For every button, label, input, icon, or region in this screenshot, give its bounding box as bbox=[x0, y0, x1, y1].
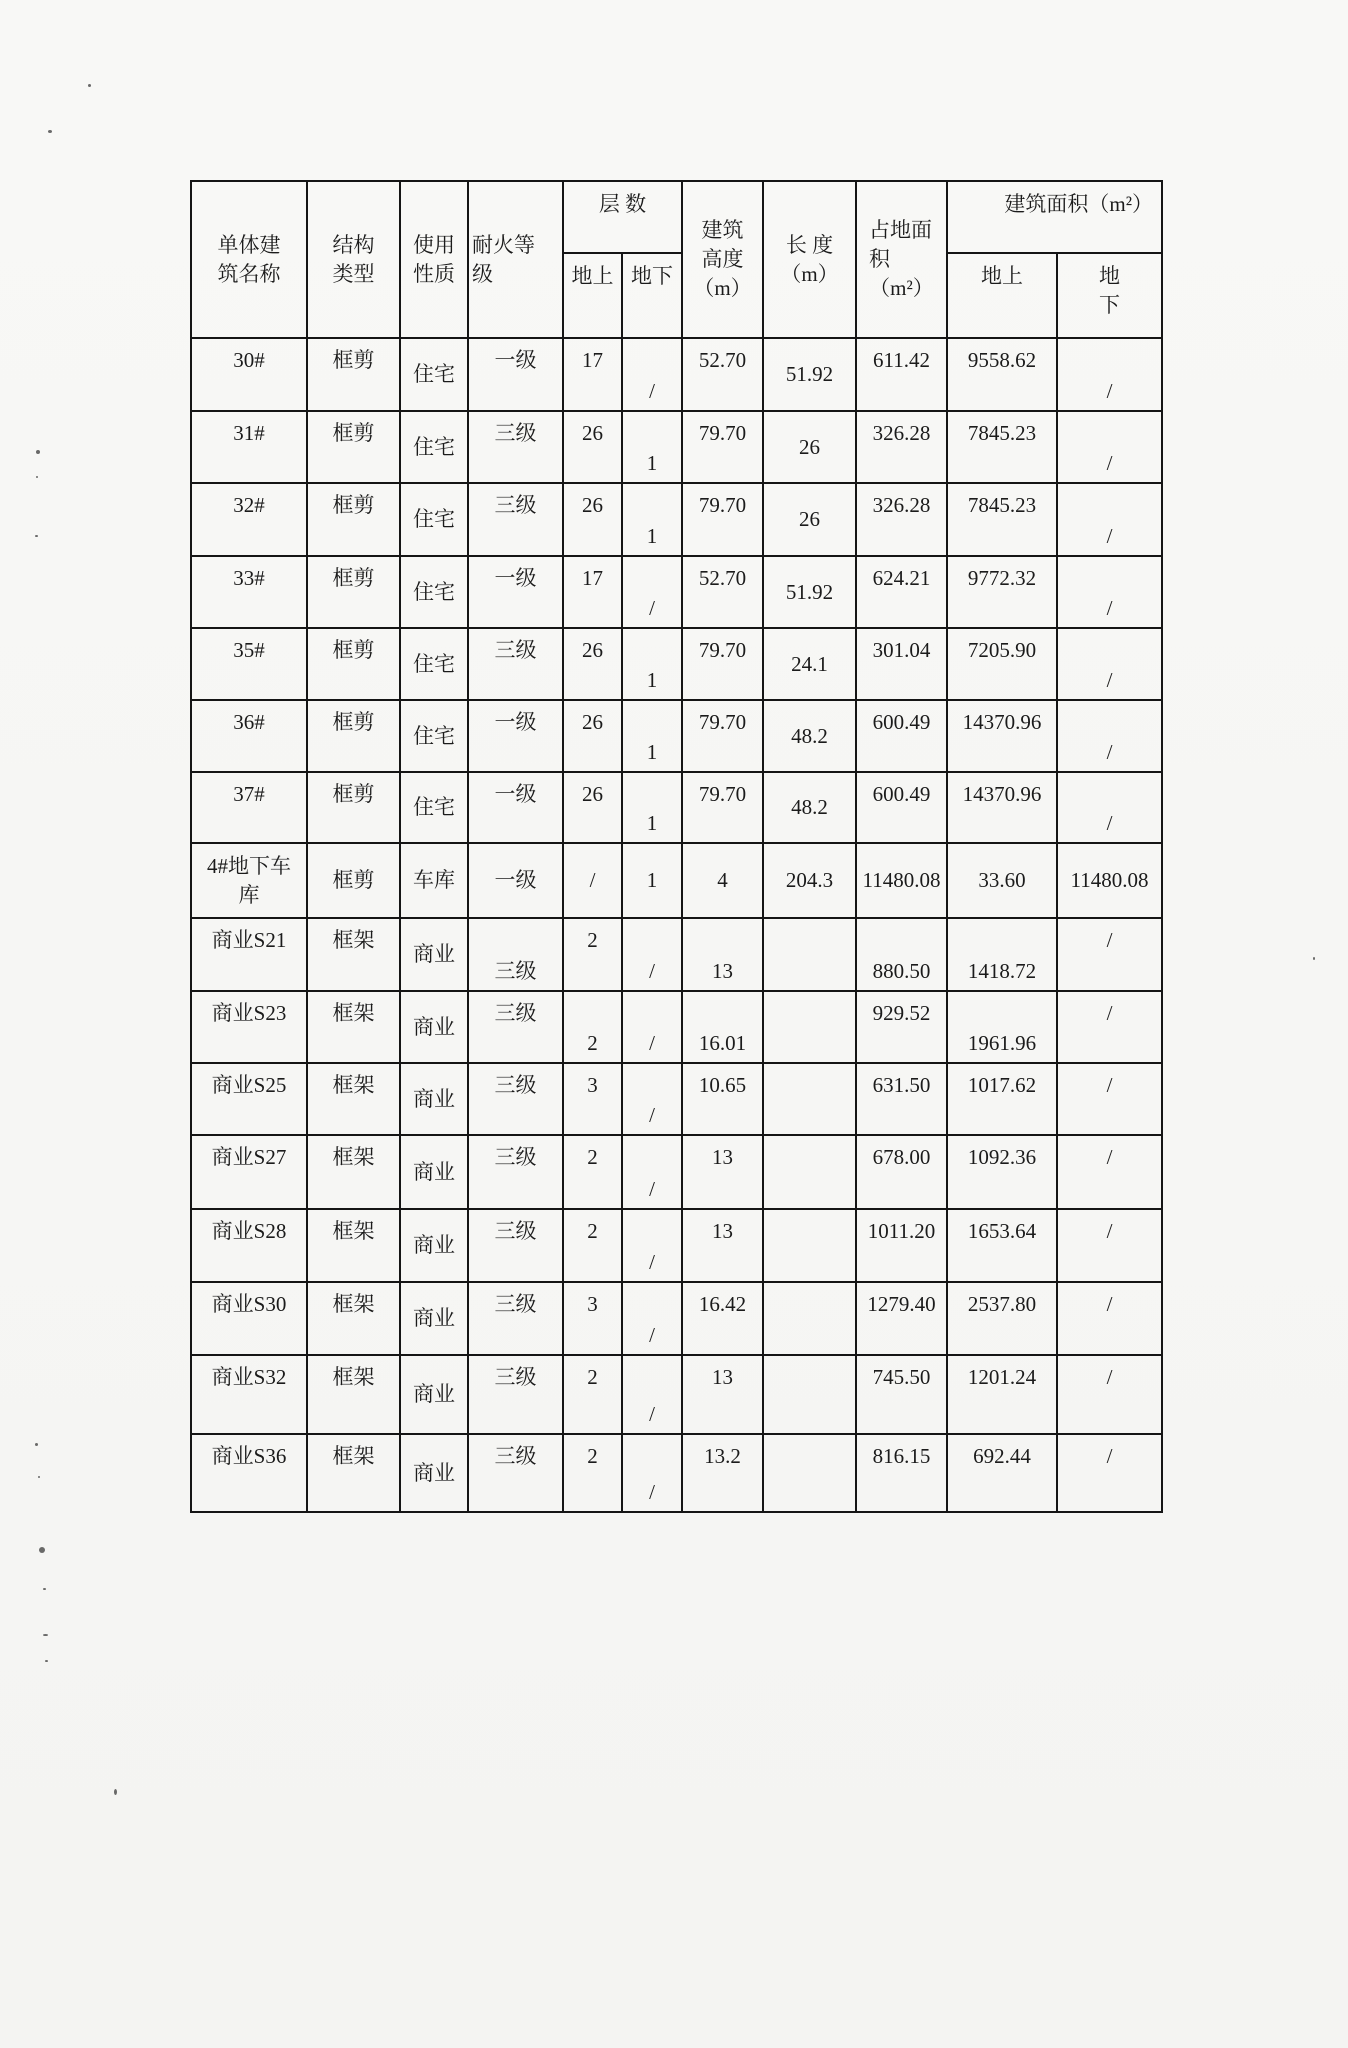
cell-fire-rating: 三级 bbox=[468, 1434, 563, 1512]
cell-area-above: 1017.62 bbox=[947, 1063, 1057, 1135]
cell-structure-type: 框架 bbox=[307, 918, 400, 991]
scan-speck bbox=[43, 1588, 46, 1590]
table-row bbox=[191, 1135, 1162, 1209]
cell-floors-below: / bbox=[622, 1355, 682, 1434]
table-row bbox=[191, 918, 1162, 991]
cell-floors-above: 3 bbox=[563, 1063, 622, 1135]
cell-area-above: 1653.64 bbox=[947, 1209, 1057, 1282]
cell-length bbox=[763, 1355, 856, 1434]
cell-floors-above: 3 bbox=[563, 1282, 622, 1355]
header-height-unit: （m） bbox=[693, 275, 752, 300]
cell-floors-below: / bbox=[622, 918, 682, 991]
cell-floors-above: 17 bbox=[563, 556, 622, 628]
cell-floors-above: 2 bbox=[563, 1355, 622, 1434]
cell-use: 住宅 bbox=[400, 772, 468, 843]
cell-footprint: 1011.20 bbox=[856, 1209, 947, 1282]
cell-structure-type: 框剪 bbox=[307, 483, 400, 556]
cell-area-below: / bbox=[1057, 1135, 1162, 1209]
header-length-label: 长 度 bbox=[785, 232, 834, 257]
cell-use: 住宅 bbox=[400, 556, 468, 628]
cell-floors-above: 26 bbox=[563, 700, 622, 772]
cell-floors-below: / bbox=[622, 1282, 682, 1355]
header-area-above: 地上 bbox=[947, 253, 1057, 338]
cell-fire-rating: 一级 bbox=[468, 700, 563, 772]
cell-fire-rating: 一级 bbox=[468, 843, 563, 918]
cell-length bbox=[763, 991, 856, 1063]
header-length bbox=[763, 181, 856, 338]
cell-height: 52.70 bbox=[682, 338, 763, 411]
cell-building-name: 33# bbox=[191, 556, 307, 628]
cell-length: 51.92 bbox=[763, 338, 856, 411]
cell-area-below: / bbox=[1057, 483, 1162, 556]
scan-speck bbox=[35, 535, 38, 537]
cell-area-above: 14370.96 bbox=[947, 772, 1057, 843]
cell-area-below: / bbox=[1057, 338, 1162, 411]
cell-height: 13.2 bbox=[682, 1434, 763, 1512]
cell-fire-rating: 三级 bbox=[468, 628, 563, 700]
cell-footprint: 816.15 bbox=[856, 1434, 947, 1512]
cell-fire-rating: 三级 bbox=[468, 1209, 563, 1282]
cell-use: 住宅 bbox=[400, 411, 468, 483]
cell-floors-below: / bbox=[622, 1135, 682, 1209]
scan-speck bbox=[1313, 957, 1315, 960]
cell-use: 商业 bbox=[400, 918, 468, 991]
cell-floors-above: 17 bbox=[563, 338, 622, 411]
cell-building-name: 36# bbox=[191, 700, 307, 772]
cell-fire-rating: 一级 bbox=[468, 772, 563, 843]
cell-length: 204.3 bbox=[763, 843, 856, 918]
cell-fire-rating: 一级 bbox=[468, 338, 563, 411]
cell-area-below: / bbox=[1057, 918, 1162, 991]
cell-floors-below: 1 bbox=[622, 843, 682, 918]
cell-height: 79.70 bbox=[682, 483, 763, 556]
cell-floors-below: / bbox=[622, 1434, 682, 1512]
header-length-unit: （m） bbox=[780, 261, 839, 286]
table-row bbox=[191, 411, 1162, 483]
cell-structure-type: 框剪 bbox=[307, 700, 400, 772]
cell-structure-type: 框架 bbox=[307, 1209, 400, 1282]
cell-area-above: 1418.72 bbox=[947, 918, 1057, 991]
cell-fire-rating: 三级 bbox=[468, 1355, 563, 1434]
cell-area-above: 2537.80 bbox=[947, 1282, 1057, 1355]
cell-floors-below: / bbox=[622, 1209, 682, 1282]
scan-speck bbox=[38, 1476, 40, 1478]
cell-area-above: 7205.90 bbox=[947, 628, 1057, 700]
table-row bbox=[191, 556, 1162, 628]
cell-area-below: / bbox=[1057, 1282, 1162, 1355]
cell-floors-above: / bbox=[563, 843, 622, 918]
cell-building-name: 37# bbox=[191, 772, 307, 843]
cell-area-above: 7845.23 bbox=[947, 411, 1057, 483]
cell-structure-type: 框剪 bbox=[307, 628, 400, 700]
cell-building-name: 商业S21 bbox=[191, 918, 307, 991]
cell-structure-type: 框架 bbox=[307, 991, 400, 1063]
cell-fire-rating: 三级 bbox=[468, 918, 563, 991]
cell-floors-above: 2 bbox=[563, 1209, 622, 1282]
cell-use: 商业 bbox=[400, 991, 468, 1063]
cell-area-below: / bbox=[1057, 1434, 1162, 1512]
cell-structure-type: 框架 bbox=[307, 1434, 400, 1512]
cell-footprint: 929.52 bbox=[856, 991, 947, 1063]
cell-footprint: 1279.40 bbox=[856, 1282, 947, 1355]
cell-area-below: / bbox=[1057, 700, 1162, 772]
cell-use: 住宅 bbox=[400, 700, 468, 772]
header-row bbox=[191, 181, 1162, 253]
cell-floors-below: / bbox=[622, 556, 682, 628]
cell-use: 商业 bbox=[400, 1355, 468, 1434]
cell-length: 51.92 bbox=[763, 556, 856, 628]
cell-use: 车库 bbox=[400, 843, 468, 918]
cell-area-below: / bbox=[1057, 772, 1162, 843]
scan-speck bbox=[35, 1443, 38, 1446]
header-building-name-label: 单体建筑名称 bbox=[217, 232, 281, 286]
cell-floors-below: / bbox=[622, 1063, 682, 1135]
cell-height: 10.65 bbox=[682, 1063, 763, 1135]
cell-floors-above: 26 bbox=[563, 483, 622, 556]
cell-floors-above: 26 bbox=[563, 411, 622, 483]
cell-floors-below: 1 bbox=[622, 411, 682, 483]
header-structure-type bbox=[307, 181, 400, 338]
cell-area-above: 1961.96 bbox=[947, 991, 1057, 1063]
cell-height: 79.70 bbox=[682, 772, 763, 843]
cell-footprint: 678.00 bbox=[856, 1135, 947, 1209]
cell-building-name: 4#地下车库 bbox=[191, 843, 307, 918]
table-row bbox=[191, 700, 1162, 772]
cell-height: 16.01 bbox=[682, 991, 763, 1063]
cell-building-name: 30# bbox=[191, 338, 307, 411]
cell-area-below: / bbox=[1057, 411, 1162, 483]
header-footprint bbox=[856, 181, 947, 338]
cell-building-name: 35# bbox=[191, 628, 307, 700]
cell-use: 商业 bbox=[400, 1282, 468, 1355]
cell-building-name: 31# bbox=[191, 411, 307, 483]
cell-structure-type: 框剪 bbox=[307, 772, 400, 843]
cell-length: 48.2 bbox=[763, 700, 856, 772]
cell-use: 住宅 bbox=[400, 483, 468, 556]
cell-structure-type: 框剪 bbox=[307, 556, 400, 628]
cell-length: 48.2 bbox=[763, 772, 856, 843]
cell-fire-rating: 三级 bbox=[468, 411, 563, 483]
cell-length bbox=[763, 1063, 856, 1135]
cell-building-name: 商业S32 bbox=[191, 1355, 307, 1434]
cell-building-name: 商业S27 bbox=[191, 1135, 307, 1209]
scan-speck bbox=[88, 84, 91, 87]
header-fire-rating bbox=[468, 181, 563, 338]
cell-area-above: 1092.36 bbox=[947, 1135, 1057, 1209]
header-fire-rating-label: 耐火等级 bbox=[472, 232, 535, 286]
cell-footprint: 326.28 bbox=[856, 411, 947, 483]
scan-speck bbox=[114, 1789, 117, 1795]
cell-use: 商业 bbox=[400, 1434, 468, 1512]
building-schedule-table bbox=[190, 180, 1163, 1513]
cell-structure-type: 框剪 bbox=[307, 411, 400, 483]
cell-height: 13 bbox=[682, 1209, 763, 1282]
cell-footprint: 745.50 bbox=[856, 1355, 947, 1434]
cell-height: 13 bbox=[682, 1355, 763, 1434]
cell-building-name: 商业S36 bbox=[191, 1434, 307, 1512]
cell-structure-type: 框架 bbox=[307, 1135, 400, 1209]
header-area-below-label: 地下 bbox=[1099, 264, 1120, 317]
cell-structure-type: 框架 bbox=[307, 1063, 400, 1135]
cell-floors-above: 2 bbox=[563, 1135, 622, 1209]
cell-fire-rating: 三级 bbox=[468, 991, 563, 1063]
table-row bbox=[191, 1282, 1162, 1355]
cell-length bbox=[763, 1209, 856, 1282]
cell-height: 79.70 bbox=[682, 411, 763, 483]
cell-footprint: 326.28 bbox=[856, 483, 947, 556]
header-building-area: 建筑面积（m²） bbox=[947, 181, 1162, 253]
header-floors-above: 地上 bbox=[563, 253, 622, 338]
cell-area-above: 7845.23 bbox=[947, 483, 1057, 556]
cell-height: 79.70 bbox=[682, 700, 763, 772]
cell-length: 24.1 bbox=[763, 628, 856, 700]
table-row bbox=[191, 991, 1162, 1063]
cell-building-name: 商业S30 bbox=[191, 1282, 307, 1355]
cell-height: 13 bbox=[682, 1135, 763, 1209]
cell-floors-above: 26 bbox=[563, 628, 622, 700]
header-structure-type-label: 结构类型 bbox=[332, 232, 375, 286]
cell-floors-below: 1 bbox=[622, 700, 682, 772]
cell-floors-below: / bbox=[622, 991, 682, 1063]
header-use-label: 使用性质 bbox=[413, 232, 455, 286]
cell-area-below: / bbox=[1057, 1063, 1162, 1135]
table-row bbox=[191, 1355, 1162, 1434]
cell-footprint: 611.42 bbox=[856, 338, 947, 411]
scan-speck bbox=[39, 1547, 45, 1553]
cell-use: 商业 bbox=[400, 1209, 468, 1282]
cell-length bbox=[763, 918, 856, 991]
cell-building-name: 商业S23 bbox=[191, 991, 307, 1063]
cell-use: 商业 bbox=[400, 1135, 468, 1209]
cell-area-above: 692.44 bbox=[947, 1434, 1057, 1512]
cell-floors-below: 1 bbox=[622, 483, 682, 556]
table-row bbox=[191, 338, 1162, 411]
cell-building-name: 商业S25 bbox=[191, 1063, 307, 1135]
cell-area-above: 9558.62 bbox=[947, 338, 1057, 411]
cell-structure-type: 框剪 bbox=[307, 338, 400, 411]
cell-fire-rating: 三级 bbox=[468, 1063, 563, 1135]
scan-speck bbox=[48, 130, 52, 133]
cell-area-above: 33.60 bbox=[947, 843, 1057, 918]
table-body bbox=[191, 338, 1162, 1512]
cell-area-below: / bbox=[1057, 556, 1162, 628]
table-row bbox=[191, 772, 1162, 843]
cell-footprint: 631.50 bbox=[856, 1063, 947, 1135]
cell-length: 26 bbox=[763, 483, 856, 556]
cell-height: 4 bbox=[682, 843, 763, 918]
scan-speck bbox=[43, 1634, 48, 1636]
cell-length bbox=[763, 1434, 856, 1512]
cell-height: 13 bbox=[682, 918, 763, 991]
cell-structure-type: 框架 bbox=[307, 1355, 400, 1434]
cell-area-below: / bbox=[1057, 628, 1162, 700]
table-row bbox=[191, 843, 1162, 918]
cell-floors-above: 2 bbox=[563, 991, 622, 1063]
cell-area-below: / bbox=[1057, 991, 1162, 1063]
cell-floors-below: / bbox=[622, 338, 682, 411]
cell-use: 住宅 bbox=[400, 338, 468, 411]
cell-length bbox=[763, 1282, 856, 1355]
cell-floors-above: 2 bbox=[563, 1434, 622, 1512]
cell-height: 52.70 bbox=[682, 556, 763, 628]
cell-footprint: 11480.08 bbox=[856, 843, 947, 918]
header-height bbox=[682, 181, 763, 338]
cell-fire-rating: 三级 bbox=[468, 1135, 563, 1209]
cell-floors-above: 26 bbox=[563, 772, 622, 843]
cell-use: 商业 bbox=[400, 1063, 468, 1135]
cell-height: 79.70 bbox=[682, 628, 763, 700]
header-area-below bbox=[1057, 253, 1162, 338]
scan-speck bbox=[36, 476, 38, 478]
cell-area-below: / bbox=[1057, 1209, 1162, 1282]
header-use bbox=[400, 181, 468, 338]
header-height-label: 建筑高度 bbox=[701, 218, 744, 272]
cell-footprint: 600.49 bbox=[856, 700, 947, 772]
table-row bbox=[191, 628, 1162, 700]
header-footprint-label: 占地面积 bbox=[868, 218, 932, 272]
cell-area-above: 14370.96 bbox=[947, 700, 1057, 772]
table-row bbox=[191, 483, 1162, 556]
cell-area-above: 1201.24 bbox=[947, 1355, 1057, 1434]
cell-fire-rating: 三级 bbox=[468, 1282, 563, 1355]
cell-footprint: 301.04 bbox=[856, 628, 947, 700]
cell-floors-above: 2 bbox=[563, 918, 622, 991]
header-floors-below: 地下 bbox=[622, 253, 682, 338]
scan-speck bbox=[45, 1660, 48, 1662]
cell-length: 26 bbox=[763, 411, 856, 483]
cell-area-below: / bbox=[1057, 1355, 1162, 1434]
header-building-name bbox=[191, 181, 307, 338]
header-footprint-unit: （m²） bbox=[869, 275, 934, 300]
cell-footprint: 880.50 bbox=[856, 918, 947, 991]
cell-building-name: 商业S28 bbox=[191, 1209, 307, 1282]
table-row bbox=[191, 1209, 1162, 1282]
cell-footprint: 624.21 bbox=[856, 556, 947, 628]
scan-speck bbox=[36, 450, 40, 454]
header-floors: 层 数 bbox=[563, 181, 682, 253]
cell-length bbox=[763, 1135, 856, 1209]
cell-area-above: 9772.32 bbox=[947, 556, 1057, 628]
cell-fire-rating: 一级 bbox=[468, 556, 563, 628]
cell-height: 16.42 bbox=[682, 1282, 763, 1355]
table-row bbox=[191, 1434, 1162, 1512]
cell-floors-below: 1 bbox=[622, 628, 682, 700]
cell-structure-type: 框架 bbox=[307, 1282, 400, 1355]
cell-use: 住宅 bbox=[400, 628, 468, 700]
table-row bbox=[191, 1063, 1162, 1135]
cell-building-name: 32# bbox=[191, 483, 307, 556]
cell-footprint: 600.49 bbox=[856, 772, 947, 843]
cell-structure-type: 框剪 bbox=[307, 843, 400, 918]
cell-area-below: 11480.08 bbox=[1057, 843, 1162, 918]
cell-floors-below: 1 bbox=[622, 772, 682, 843]
cell-fire-rating: 三级 bbox=[468, 483, 563, 556]
